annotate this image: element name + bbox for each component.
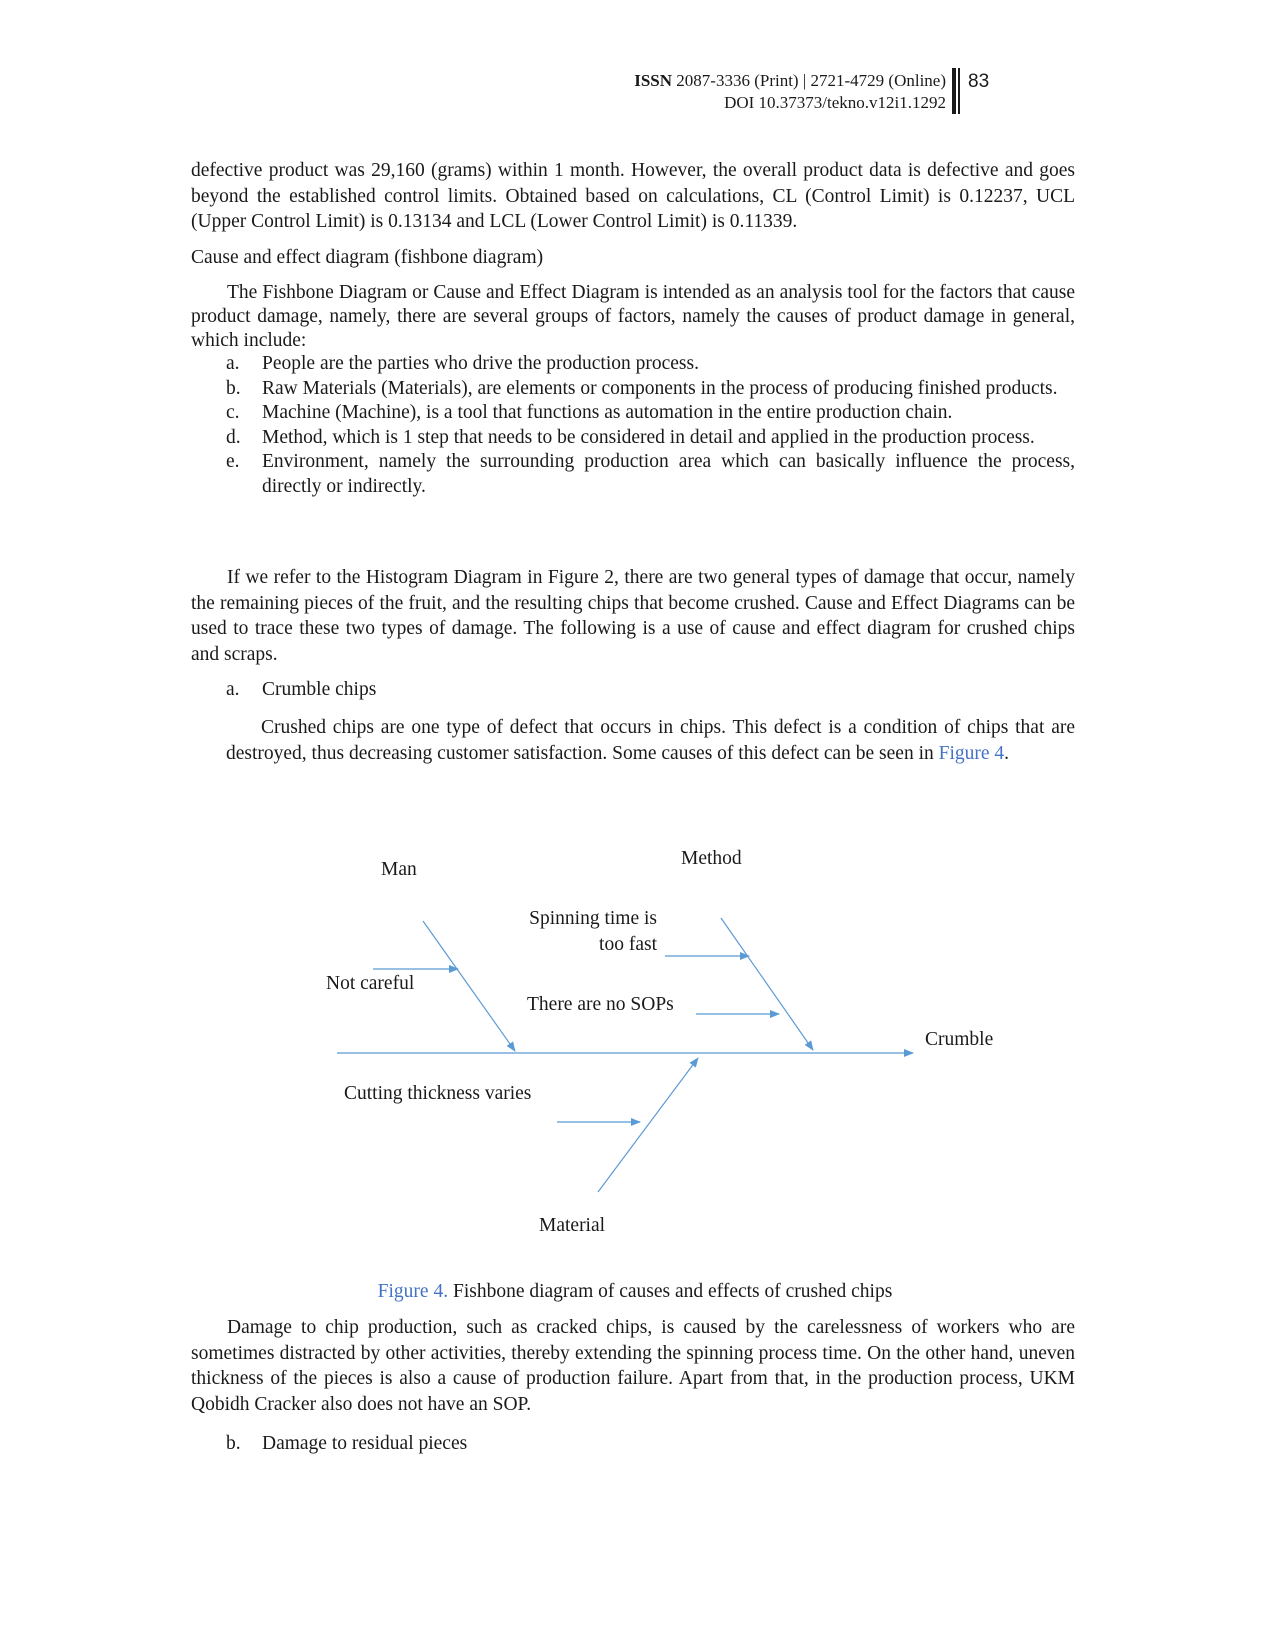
cause-spinning: Spinning time is too fast — [529, 908, 657, 955]
figure-4-link[interactable]: Figure 4 — [938, 742, 1005, 764]
subsection-a-title: Crumble chips — [262, 679, 377, 700]
subsection-b: b. Damage to residual pieces — [226, 1432, 1075, 1457]
man-bone — [423, 921, 515, 1051]
histogram-paragraph: If we refer to the Histogram Diagram in Figure 2, there are two general types of damage that occur, namely the remaining pieces of the fruit, and the resulting chips that become crushed. Cause and Effect Diagrams can be used to trace these two types of damage. The following is a use of cause and effect diagram for crushed chips and scraps. — [191, 567, 1075, 665]
list-item: b. Raw Materials (Materials), are elements or components in the process of producing finished products. — [226, 377, 1058, 399]
issn-line: ISSN 2087-3336 (Print) | 2721-4729 (Online) — [634, 71, 946, 90]
list-item: d. Method, which is 1 step that needs to be considered in detail and applied in the production process. — [226, 426, 1035, 448]
material-bone — [598, 1058, 698, 1192]
cause-no-sops: There are no SOPs — [527, 994, 674, 1015]
intro-paragraph: defective product was 29,160 (grams) within 1 month. However, the overall product data is defective and goes beyond the established control limits. Obtained based on calculations, CL (Control Limit) is 0.12237, UCL (Upper Control Limit) is 0.13134 and LCL (Lower Control Limit) is 0.11339. — [191, 160, 1075, 232]
list-item: a. People are the parties who drive the production process. — [226, 353, 699, 374]
category-man: Man — [381, 859, 417, 880]
list-item: e. Environment, namely the surrounding production area which can basically influence the process, directly or indirectly. — [226, 451, 1075, 497]
figure-caption: Figure 4. Fishbone diagram of causes and effects of crushed chips — [377, 1281, 893, 1302]
crushed-paragraph: Crushed chips are one type of defect that occurs in chips. This defect is a condition of chips that are destroyed, thus decreasing customer satisfaction. Some causes of this defect can be seen in Figure 4. — [226, 717, 1075, 764]
category-material: Material — [539, 1215, 606, 1236]
subsection-a: a. Crumble chips — [226, 678, 1075, 703]
category-method: Method — [681, 848, 742, 869]
list-item: c. Machine (Machine), is a tool that functions as automation in the entire production chain. — [226, 402, 953, 423]
damage-paragraph: Damage to chip production, such as cracked chips, is caused by the carelessness of workers who are sometimes distracted by other activities, thereby extending the spinning process time. On the other hand, uneven thickness of the pieces is also a cause of production failure. Apart from that, in the production process, UKM Qobidh Cracker also does not have an SOP. — [191, 1317, 1075, 1415]
fishbone-paragraph: The Fishbone Diagram or Cause and Effect Diagram is intended as an analysis tool for the factors that cause product damage, namely, there are several groups of factors, namely the causes of product damage in general, which include: — [191, 282, 1075, 351]
page-number: 83 — [968, 71, 990, 92]
subsection-b-title: Damage to residual pieces — [262, 1433, 468, 1454]
section-heading: Cause and effect diagram (fishbone diagram) — [191, 247, 544, 268]
effect-crumble: Crumble — [925, 1029, 994, 1050]
cause-not-careful: Not careful — [326, 973, 415, 994]
figure-caption-label: Figure 4. — [377, 1281, 449, 1302]
method-bone — [721, 918, 813, 1050]
doi-line: DOI 10.37373/tekno.v12i1.1292 — [724, 93, 946, 112]
cause-cutting: Cutting thickness varies — [344, 1083, 532, 1104]
